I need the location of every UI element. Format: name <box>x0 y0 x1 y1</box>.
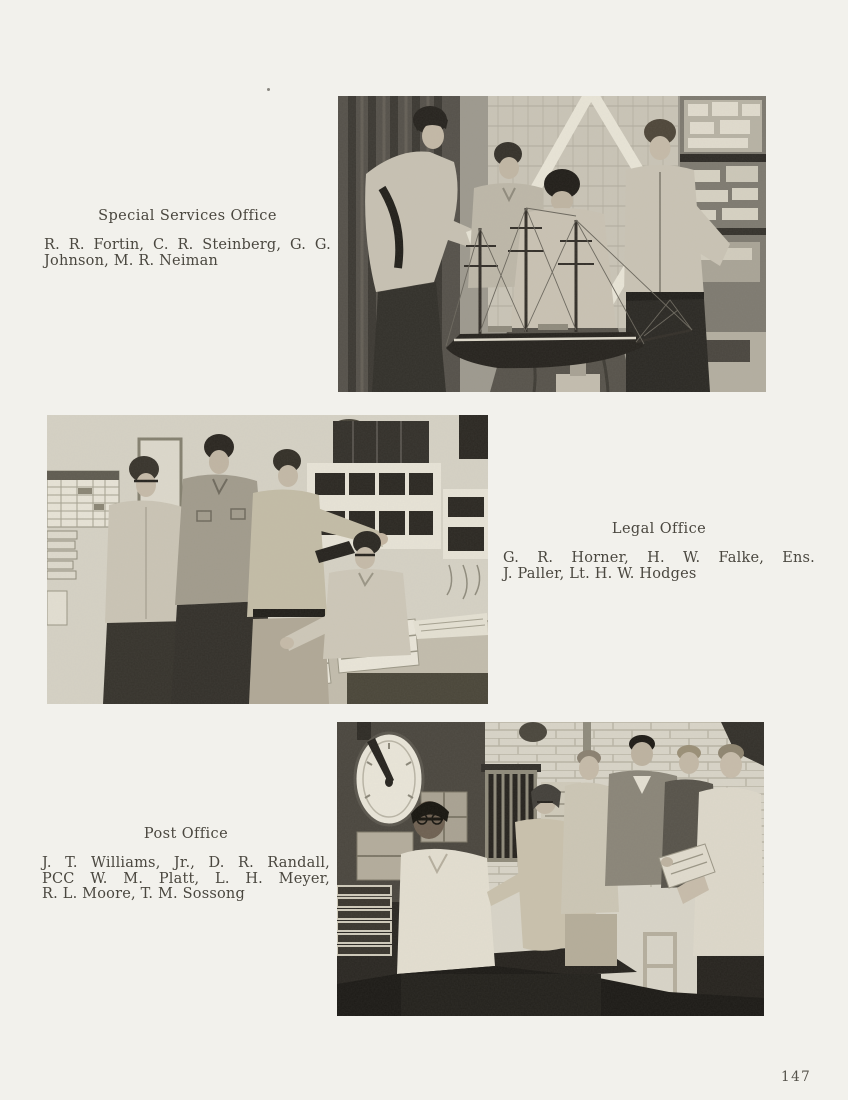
section-title: Special Services Office <box>98 208 277 224</box>
special-services-photo <box>338 96 766 392</box>
caption-names-line: R. L. Moore, T. M. Sossong <box>42 886 245 902</box>
caption-names-line: R. R. Fortin, C. R. Steinberg, G. G. <box>44 237 331 253</box>
caption-names <box>44 238 331 269</box>
post-office-caption <box>42 826 330 903</box>
caption-names-line: J. Paller, Lt. H. W. Hodges <box>503 565 697 582</box>
legal-office-photo <box>47 415 488 704</box>
section-title: Legal Office <box>611 521 707 537</box>
caption-names <box>503 551 815 582</box>
caption-names-line: G. R. Horner, H. W. Falke, Ens. <box>503 550 815 566</box>
special-services-caption <box>44 208 331 269</box>
page-number: 147 <box>781 1069 812 1085</box>
legal-office-caption <box>503 521 815 582</box>
caption-names-line: J. T. Williams, Jr., D. R. Randall, <box>42 855 330 871</box>
post-office-photo <box>337 722 764 1016</box>
caption-names-line: Johnson, M. R. Neiman <box>44 252 218 269</box>
section-title: Post Office <box>143 826 229 842</box>
print-speck <box>267 88 270 91</box>
caption-names-line: PCC W. M. Platt, L. H. Meyer, <box>42 870 330 887</box>
caption-names <box>42 856 330 903</box>
